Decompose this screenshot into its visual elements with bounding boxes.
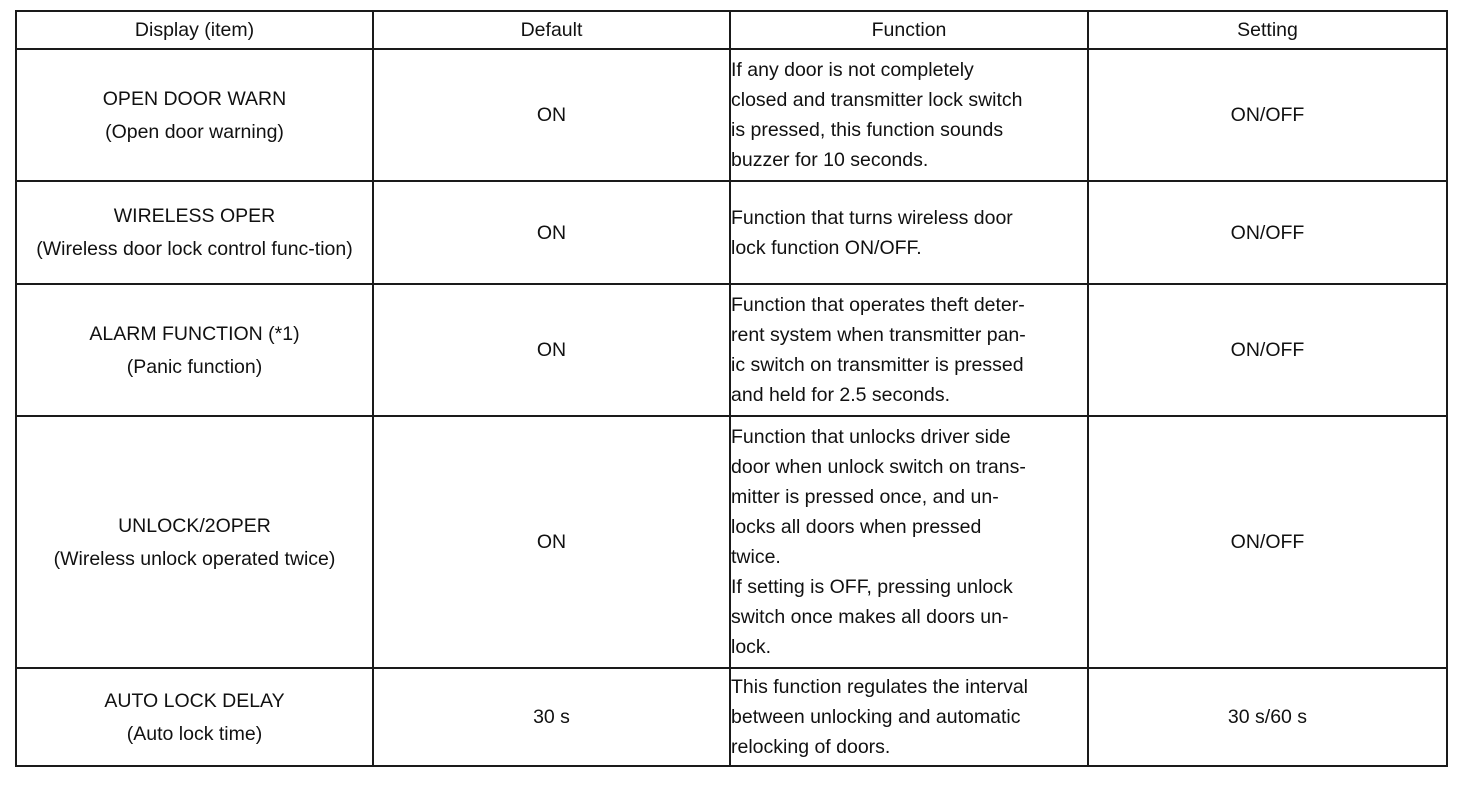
default-value: ON <box>373 284 730 416</box>
setting-value: 30 s/60 s <box>1088 668 1447 766</box>
function-line: buzzer for 10 seconds. <box>731 149 929 171</box>
function-line: If setting is OFF, pressing unlock <box>731 576 1013 598</box>
function-line: rent system when transmitter pan- <box>731 324 1026 346</box>
display-item-name: WIRELESS OPER <box>113 205 276 227</box>
display-cell <box>16 181 373 284</box>
function-line: Function that unlocks driver side <box>731 426 1011 448</box>
function-line: This function regulates the interval <box>731 676 1028 698</box>
function-line: mitter is pressed once, and un- <box>731 486 999 508</box>
function-line: locks all doors when pressed <box>731 516 982 538</box>
function-line: If any door is not completely <box>731 59 974 81</box>
header-default: Default <box>373 11 730 49</box>
display-item-description: (Panic function) <box>126 355 263 378</box>
function-line: Function that turns wireless door <box>731 206 1013 229</box>
display-item-name: AUTO LOCK DELAY <box>104 689 285 712</box>
setting-value: ON/OFF <box>1088 416 1447 668</box>
function-description <box>730 181 1088 284</box>
display-item-description: (Wireless unlock operated twice) <box>53 547 336 570</box>
default-value: ON <box>373 49 730 181</box>
display-cell <box>16 416 373 668</box>
table-header-row <box>16 11 1447 49</box>
function-line: Function that operates theft deter- <box>731 294 1025 316</box>
function-line: relocking of doors. <box>731 736 891 758</box>
display-cell <box>16 668 373 766</box>
setting-value: ON/OFF <box>1088 181 1447 284</box>
table-row <box>16 181 1447 284</box>
table-row <box>16 284 1447 416</box>
function-line: lock function ON/OFF. <box>731 236 922 259</box>
header-function: Function <box>730 11 1088 49</box>
default-value: ON <box>373 416 730 668</box>
function-line: lock. <box>731 636 772 658</box>
function-line: is pressed, this function sounds <box>731 119 1004 141</box>
setting-value: ON/OFF <box>1088 284 1447 416</box>
header-setting: Setting <box>1088 11 1447 49</box>
function-line: between unlocking and automatic <box>731 706 1021 728</box>
function-description <box>730 49 1088 181</box>
table-row <box>16 49 1447 181</box>
function-description <box>730 668 1088 766</box>
function-line: ic switch on transmitter is pressed <box>731 354 1024 376</box>
function-line: closed and transmitter lock switch <box>731 89 1023 111</box>
function-description <box>730 416 1088 668</box>
display-item-description: (Auto lock time) <box>126 722 263 745</box>
table-row <box>16 416 1447 668</box>
default-value: ON <box>373 181 730 284</box>
display-item-name: ALARM FUNCTION (*1) <box>89 322 300 345</box>
display-item-name: UNLOCK/2OPER <box>118 514 271 537</box>
display-cell <box>16 284 373 416</box>
settings-table <box>15 10 1448 767</box>
display-cell <box>16 49 373 181</box>
setting-value: ON/OFF <box>1088 49 1447 181</box>
function-line: and held for 2.5 seconds. <box>731 384 950 406</box>
function-description <box>730 284 1088 416</box>
function-line: door when unlock switch on trans- <box>731 456 1026 478</box>
default-value: 30 s <box>373 668 730 766</box>
function-line: switch once makes all doors un- <box>731 606 1009 628</box>
function-line: twice. <box>731 546 781 568</box>
display-item-name: OPEN DOOR WARN <box>102 87 287 110</box>
display-item-description: (Open door warning) <box>105 120 284 143</box>
display-item-description: (Wireless door lock control func-tion) <box>36 238 353 260</box>
header-display: Display (item) <box>16 11 373 49</box>
table-row <box>16 668 1447 766</box>
